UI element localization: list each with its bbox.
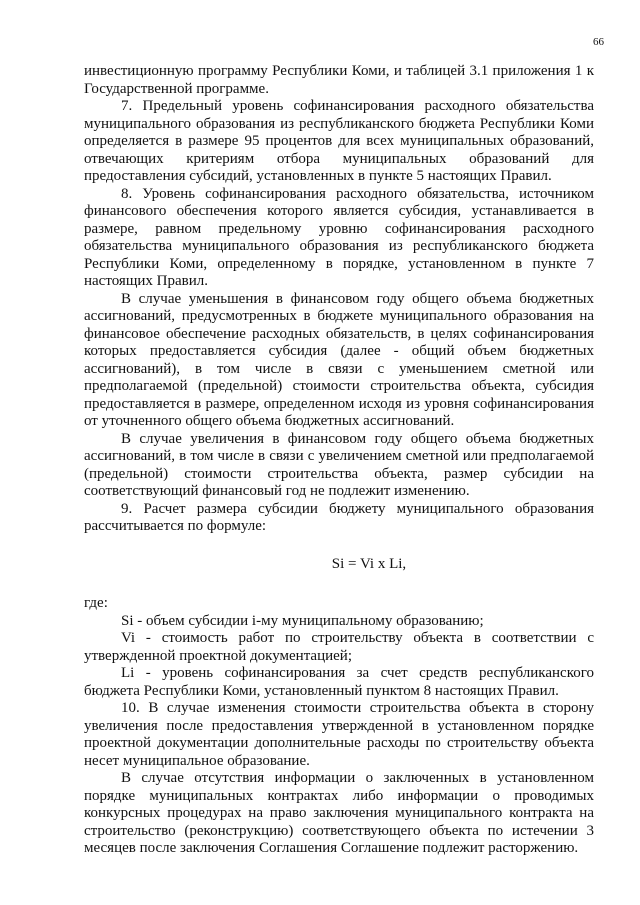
paragraph-continuation: инвестиционную программу Республики Коми, и таблицей 3.1 приложения 1 к Государственной программе. — [84, 63, 594, 97]
paragraph-termination: В случае отсутствия информации о заключенных в установленном порядке муниципальных контрактах либо информации о проводимых конкурсных процедурах на право заключения муниципального контракта на строительство (реконструкцию) соответствующего объекта по истечении 3 месяцев после заключения Соглашения Соглашение подлежит расторжению. — [84, 770, 594, 856]
formula: Si = Vi x Li, — [331, 555, 407, 572]
where-label: где: — [84, 595, 108, 611]
paragraph-decrease: В случае уменьшения в финансовом году общего объема бюджетных ассигнований, предусмотренных в бюджете муниципального образования на финансовое обеспечение расходных обязательств, в целях софинансирования которых предоставляется субсидия (далее - общий объем бюджетных ассигнований), в том числе в связи с уменьшением сметной или предполагаемой (предельной) стоимости строительства объекта, субсидия предоставляется в размере, определенном исходя из уровня софинансирования от уточненного общего объема бюджетных ассигнований. — [84, 290, 594, 429]
paragraph-8: 8. Уровень софинансирования расходного обязательства, источником финансового обеспечения которого является субсидия, устанавливается в размере, равном предельному уровню софинансирования расходного обязательства муниципального образования из республиканского бюджета Республики Коми, определенному в порядке, установленном в пункте 7 настоящих Правил. — [84, 185, 594, 289]
page-number: 66 — [593, 36, 604, 48]
paragraph-9: 9. Расчет размера субсидии бюджету муниципального образования рассчитывается по формуле: — [84, 500, 594, 534]
definition-si: Si - объем субсидии i-му муниципальному образованию; — [121, 612, 484, 629]
body-text — [84, 63, 594, 858]
definition-vi: Vi - стоимость работ по строительству объекта в соответствии с утвержденной проектной документацией; — [84, 630, 594, 664]
paragraph-7: 7. Предельный уровень софинансирования расходного обязательства муниципального образования из республиканского бюджета Республики Коми определяется в размере 95 процентов для всех муниципальных образований, отвечающих критериям отбора муниципальных образований для предоставления субсидий, установленных в пункте 5 настоящих Правил. — [84, 98, 594, 184]
paragraph-increase: В случае увеличения в финансовом году общего объема бюджетных ассигнований, в том числе в связи с увеличением сметной или предполагаемой (предельной) стоимости строительства объекта, размер субсидии на соответствующий финансовый год не подлежит изменению. — [84, 430, 594, 499]
definition-li: Li - уровень софинансирования за счет средств республиканского бюджета Республики Коми, установленный пунктом 8 настоящих Правил. — [84, 665, 594, 699]
paragraph-10: 10. В случае изменения стоимости строительства объекта в сторону увеличения после предоставления утвержденной в установленном порядке проектной документации дополнительные расходы по строительству объекта несет муниципальное образование. — [84, 700, 594, 769]
